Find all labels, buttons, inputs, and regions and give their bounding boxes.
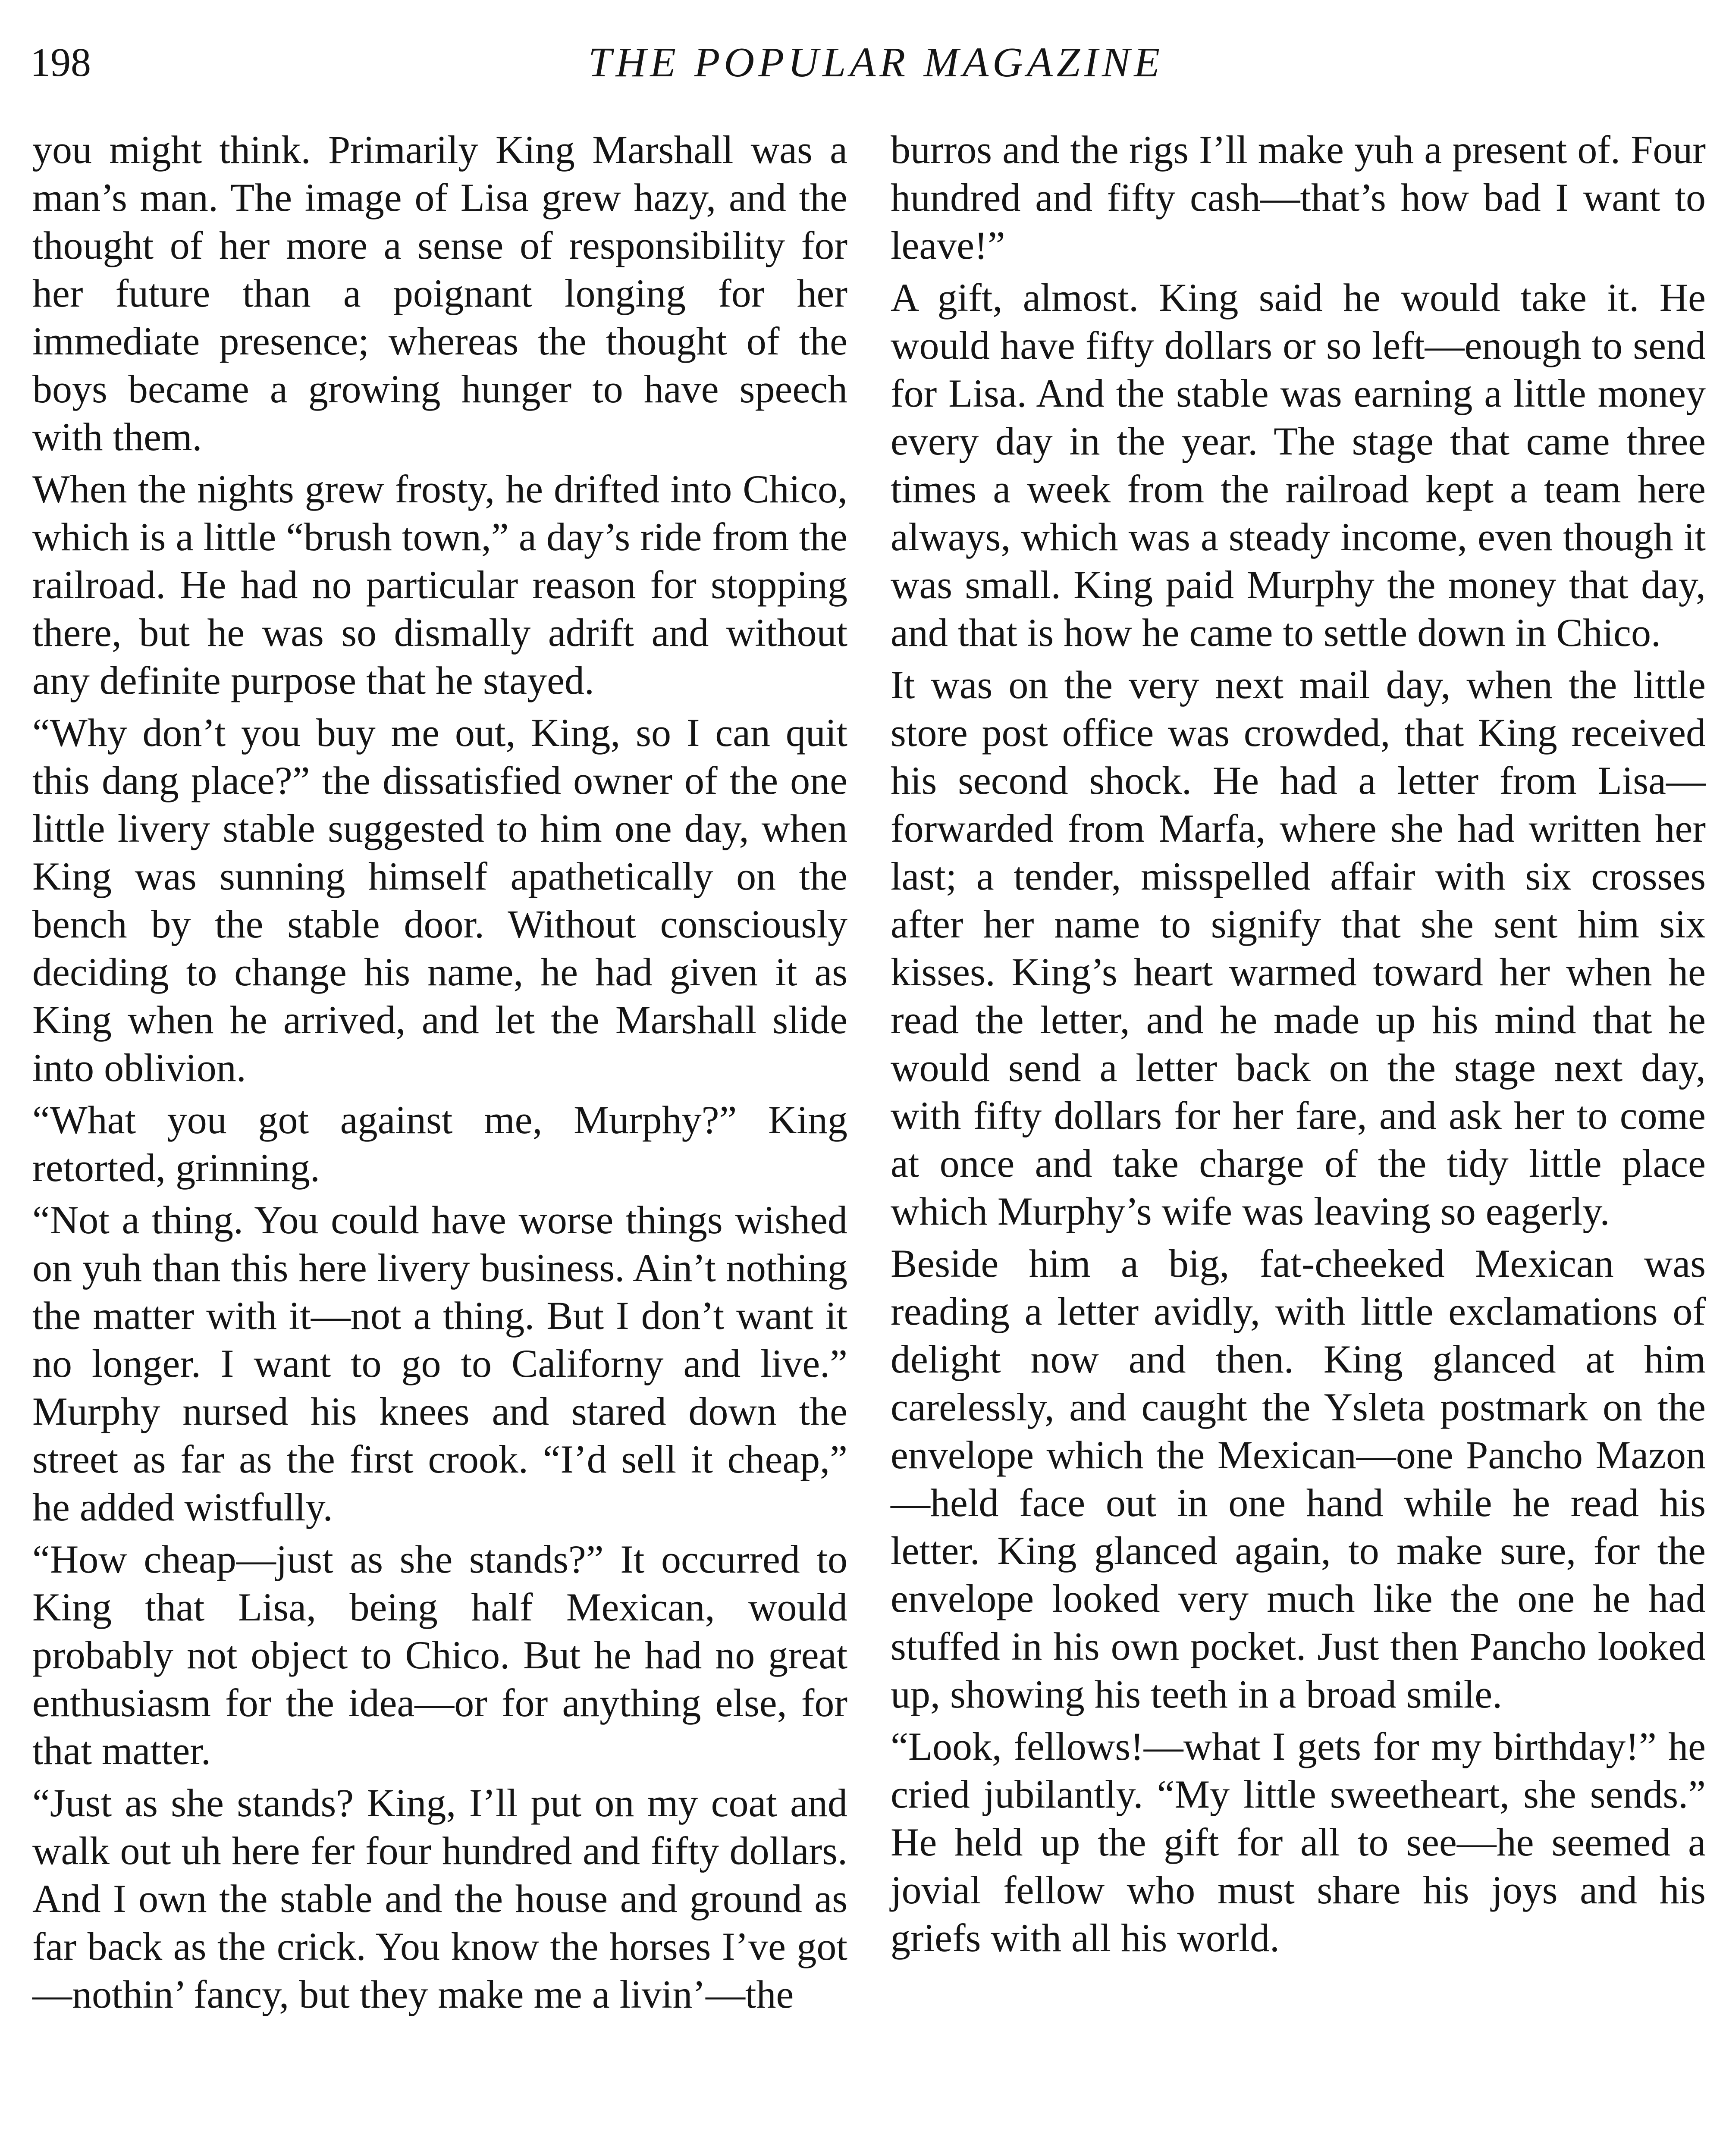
paragraph: “Look, fellows!—what I gets for my birthday!” he cried jubilantly. “My little sweetheart, she sends.” He held up the gift for all to see—he seemed a jovial fellow who must share his joys and his griefs with all his world. xyxy=(891,1724,1706,1960)
paragraph: “Just as she stands? King, I’ll put on my coat and walk out uh here fer four hundred and fifty dollars. And I own the stable and the house and ground as far back as the crick. You know the horses I’ve got—nothin’ fancy, but they make me a livin’—the xyxy=(32,1781,847,2016)
page-header xyxy=(30,34,1696,91)
right-column xyxy=(891,126,1706,1962)
left-column xyxy=(32,126,847,2018)
paragraph: “What you got against me, Murphy?” King retorted, grinning. xyxy=(32,1098,847,1190)
page-number: 198 xyxy=(30,40,91,85)
paragraph: A gift, almost. King said he would take it. He would have fifty dollars or so left—enough to send for Lisa. And the stable was earning a little money every day in the year. The stage that came three times a week from the railroad kept a team here always, which was a steady income, even though it was small. King paid Murphy the money that day, and that is how he came to settle down in Chico. xyxy=(891,276,1706,655)
paragraph: “Why don’t you buy me out, King, so I can quit this dang place?” the dissatisfied owner of the one little livery stable suggested to him one day, when King was sunning himself apathetically on the bench by the stable door. Without consciously deciding to change his name, he had given it as King when he arrived, and let the Marshall slide into oblivion. xyxy=(32,711,847,1090)
magazine-title: THE POPULAR MAGAZINE xyxy=(588,39,1164,86)
paragraph: Beside him a big, fat-cheeked Mexican was reading a letter avidly, with little exclamations of delight now and then. King glanced at him carelessly, and caught the Ysleta postmark on the envelope which the Mexican—one Pancho Mazon—held face out in one hand while he read his letter. King glanced again, to make sure, for the envelope looked very much like the one he had stuffed in his own pocket. Just then Pancho looked up, showing his teeth in a broad smile. xyxy=(891,1241,1706,1716)
paragraph: When the nights grew frosty, he drifted into Chico, which is a little “brush town,” a day’s ride from the railroad. He had no particular reason for stopping there, but he was so dismally adrift and without any definite purpose that he stayed. xyxy=(32,467,847,702)
paragraph: burros and the rigs I’ll make yuh a present of. Four hundred and fifty cash—that’s how bad I want to leave!” xyxy=(891,128,1706,267)
paragraph: “How cheap—just as she stands?” It occurred to King that Lisa, being half Mexican, would probably not object to Chico. But he had no great enthusiasm for the idea—or for anything else, for that matter. xyxy=(32,1537,847,1773)
paragraph: “Not a thing. You could have worse things wished on yuh than this here livery business. Ain’t nothing the matter with it—not a thing. But I don’t want it no longer. I want to go to Californy and live.” Murphy nursed his knees and stared down the street as far as the first crook. “I’d sell it cheap,” he added wistfully. xyxy=(32,1198,847,1529)
paragraph: It was on the very next mail day, when the little store post office was crowded, that King received his second shock. He had a letter from Lisa—forwarded from Marfa, where she had written her last; a tender, misspelled affair with six crosses after her name to signify that she sent him six kisses. King’s heart warmed toward her when he read the letter, and he made up his mind that he would send a letter back on the stage next day, with fifty dollars for her fare, and ask her to come at once and take charge of the tidy little place which Murphy’s wife was leaving so eagerly. xyxy=(891,663,1706,1233)
paragraph: you might think. Primarily King Marshall was a man’s man. The image of Lisa grew hazy, and the thought of her more a sense of responsibility for her future than a poignant longing for her immediate presence; whereas the thought of the boys became a growing hunger to have speech with them. xyxy=(32,128,847,459)
